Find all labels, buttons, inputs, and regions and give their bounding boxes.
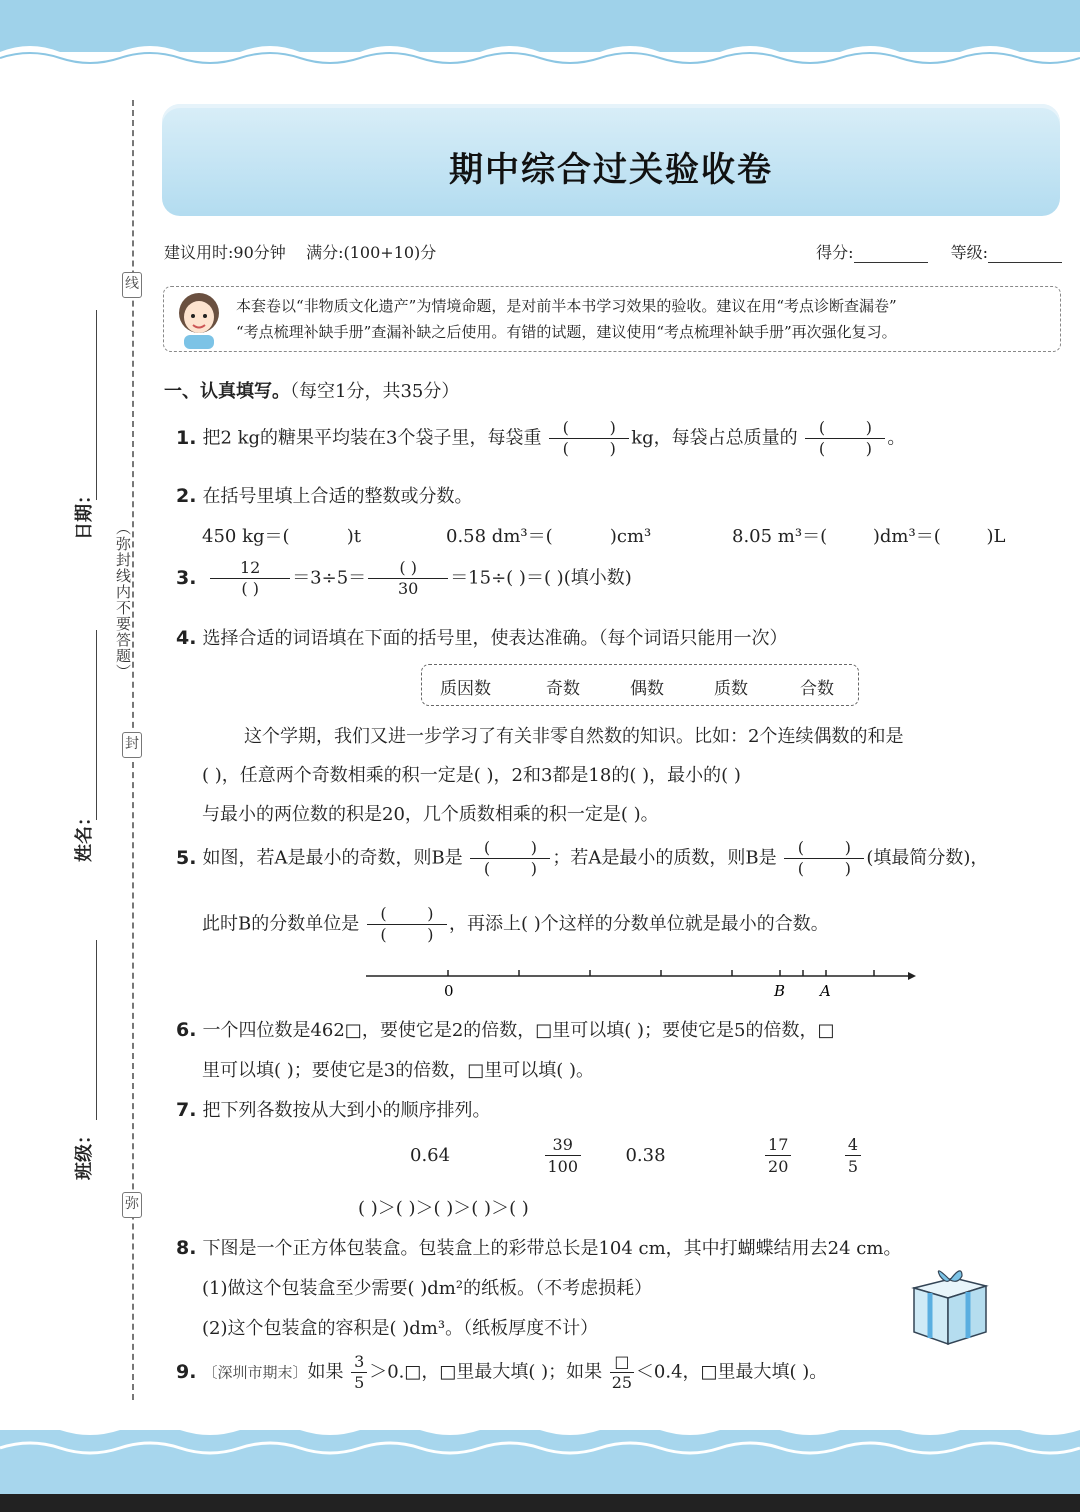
intro-box — [163, 286, 1061, 352]
q6-line-2[interactable]: 里可以填( )；要使它是3的倍数，□里可以填( )。 — [202, 1060, 594, 1081]
q6-line-1: 一个四位数是462□，要使它是2的倍数，□里可以填( )；要使它是5的倍数，□ — [202, 1020, 835, 1041]
q5-text-a: 如图，若A是最小的奇数，则B是 — [202, 847, 463, 869]
get-score-label: 得分: — [816, 243, 854, 262]
zero-label: 0 — [444, 982, 454, 1000]
gift-box-icon — [900, 1262, 1000, 1346]
q5-text-d: 此时B的分数单位是 — [202, 913, 360, 935]
get-score-blank[interactable] — [854, 262, 928, 263]
q2-text: 在括号里填上合适的整数或分数。 — [202, 486, 473, 507]
q9-number: 9. — [176, 1360, 197, 1383]
intro-line-2: “考点梳理补缺手册”查漏补缺之后使用。有错的试题，建议使用“考点梳理补缺手册”再次强化复习。 — [236, 323, 897, 341]
question-7 — [176, 1096, 490, 1122]
q8-text: 下图是一个正方体包装盒。包装盒上的彩带总长是104 cm，其中打蝴蝶结用去24 cm。 — [202, 1238, 902, 1259]
q7-value-4 — [733, 1134, 823, 1177]
q9-n2: □ — [610, 1352, 634, 1373]
word-option: 偶数 — [630, 679, 664, 699]
q2-i1-b: )t — [346, 526, 362, 547]
question-8 — [176, 1234, 901, 1260]
q4-paragraph-3[interactable]: 与最小的两位数的积是20，几个质数相乘的积一定是( )。 — [202, 804, 659, 825]
q3-d1: ( ) — [241, 579, 259, 598]
q3-rest: ＝15÷( )＝( )(填小数) — [450, 567, 632, 589]
q5-text-b: ；若A是最小的质数，则B是 — [552, 847, 777, 869]
q4-paragraph-2[interactable]: ( )，任意两个奇数相乘的积一定是( )，2和3都是18的( )，最小的( ) — [202, 765, 741, 786]
q2-item-2[interactable] — [446, 522, 651, 548]
question-6[interactable] — [176, 1016, 835, 1042]
q4-number: 4. — [176, 627, 197, 649]
q8-sub-1[interactable]: (1)做这个包装盒至少需要( )dm²的纸板。（不考虑损耗） — [202, 1278, 653, 1299]
q4-paragraph-1: 这个学期，我们又进一步学习了有关非零自然数的知识。比如：2个连续偶数的和是 — [244, 726, 904, 747]
point-a-label: A — [820, 982, 831, 1000]
q9-d1: 5 — [354, 1373, 365, 1392]
q7-numbers — [410, 1134, 875, 1177]
question-5 — [176, 838, 988, 879]
q4-word-bank — [421, 664, 859, 706]
q2-i3-c: )L — [986, 526, 1006, 547]
q7-n4: 17 — [765, 1135, 791, 1156]
q2-i3-b: )dm³＝( — [872, 526, 941, 547]
q9-text-a: 如果 — [307, 1361, 344, 1383]
seal-mark-seal: 封 — [122, 732, 142, 758]
q2-i1-a: 450 kg＝( — [202, 526, 290, 547]
time-text: 建议用时:90分钟 — [164, 243, 286, 262]
q2-number: 2. — [176, 485, 197, 507]
word-option: 质数 — [714, 679, 748, 699]
intro-text — [236, 293, 1052, 345]
q5-answer-fraction-1[interactable]: $\frac{( )}{( )}$ — [470, 838, 550, 879]
section-1-score: （每空1分，共35分） — [290, 381, 460, 402]
q7-number: 7. — [176, 1099, 197, 1121]
number-line — [360, 962, 920, 1002]
q9-fraction-1 — [351, 1352, 367, 1393]
q7-n5: 4 — [845, 1135, 861, 1156]
q2-i3-a: 8.05 m³＝( — [732, 526, 828, 547]
q7-d5: 5 — [847, 1157, 859, 1176]
score-grade-fields — [816, 240, 1062, 263]
q3-mid: ＝3÷5＝ — [292, 567, 367, 589]
seal-mark-line: 线 — [122, 272, 142, 298]
q3-n1: 12 — [210, 558, 290, 579]
q9-d2: 25 — [611, 1373, 633, 1392]
question-4 — [176, 624, 787, 650]
name-label: 姓名： — [74, 808, 95, 862]
q2-item-1[interactable] — [202, 522, 361, 548]
question-2 — [176, 482, 472, 508]
q3-n2: ( ) — [368, 558, 448, 579]
q9-source-tag: 〔深圳市期末〕 — [202, 1363, 308, 1382]
q7-text: 把下列各数按从大到小的顺序排列。 — [202, 1100, 491, 1121]
q8-number: 8. — [176, 1237, 197, 1259]
q5-answer-fraction-3[interactable]: $\frac{( )}{( )}$ — [367, 904, 447, 945]
intro-line-1: 本套卷以“非物质文化遗产”为情境命题，是对前半本书学习效果的验收。建议在用“考点诊断查漏卷” — [236, 297, 897, 315]
question-1 — [176, 418, 905, 459]
q5-line-2 — [202, 904, 829, 945]
q9-text-b: ＞0.□，□里最大填( )；如果 — [369, 1361, 603, 1383]
q2-item-3[interactable] — [732, 522, 1006, 548]
q7-d2: 100 — [547, 1157, 578, 1176]
q1-text-c: 。 — [887, 427, 906, 449]
question-3 — [176, 558, 632, 599]
q4-text: 选择合适的词语填在下面的括号里，使表达准确。（每个词语只能用一次） — [202, 628, 788, 649]
q8-sub-2[interactable]: (2)这个包装盒的容积是( )dm³。（纸板厚度不计） — [202, 1318, 599, 1339]
q9-n1: 3 — [351, 1352, 367, 1373]
q5-text-e: ，再添上( )个这样的分数单位就是最小的合数。 — [448, 913, 829, 935]
q1-answer-fraction-1[interactable]: $\frac{( )}{( )}$ — [549, 418, 629, 459]
q1-answer-fraction-2[interactable]: $\frac{( )}{( )}$ — [805, 418, 885, 459]
class-label: 班级： — [74, 1126, 95, 1180]
page-title: 期中综合过关验收卷 — [449, 150, 773, 190]
section-1-title: 一、认真填写。 — [164, 381, 290, 402]
section-1-heading — [164, 377, 459, 403]
bottom-wave-decoration — [0, 1420, 1080, 1512]
q5-text-c: (填最简分数)， — [866, 847, 989, 869]
q1-text-b: kg，每袋占总质量的 — [631, 427, 798, 449]
word-option: 奇数 — [546, 679, 580, 699]
exam-time-score — [164, 240, 436, 263]
q7-d4: 20 — [768, 1157, 789, 1176]
grade-label: 等级: — [950, 243, 988, 262]
q3-fraction-2[interactable] — [368, 558, 448, 599]
q9-fraction-2 — [610, 1352, 634, 1393]
q5-number: 5. — [176, 846, 197, 869]
q9-text-c: ＜0.4，□里最大填( )。 — [635, 1361, 828, 1383]
q7-order-blanks[interactable]: ( )＞( )＞( )＞( )＞( ) — [358, 1198, 529, 1219]
q1-text-a: 把2 kg的糖果平均装在3个袋子里，每袋重 — [202, 427, 542, 449]
q2-i2-a: 0.58 dm³＝( — [446, 526, 553, 547]
title-banner — [162, 104, 1060, 216]
q2-i2-b: )cm³ — [609, 526, 652, 547]
q1-number: 1. — [176, 426, 197, 449]
top-wave-decoration — [0, 0, 1080, 80]
q6-number: 6. — [176, 1019, 197, 1041]
q7-value-1: 0.64 — [410, 1145, 451, 1166]
q3-fraction-1[interactable] — [210, 558, 290, 599]
name-line[interactable] — [96, 630, 97, 820]
date-line[interactable] — [96, 310, 97, 500]
class-line[interactable] — [96, 940, 97, 1120]
full-score-text: 满分:(100+10)分 — [306, 243, 437, 262]
word-option: 合数 — [800, 679, 834, 699]
grade-blank[interactable] — [988, 262, 1062, 263]
q7-value-5 — [833, 1134, 873, 1177]
question-9[interactable] — [176, 1352, 827, 1393]
seal-mark-close: 弥 — [122, 1192, 142, 1218]
point-b-label: B — [774, 982, 786, 1000]
word-option: 质因数 — [440, 679, 491, 699]
no-answer-note: （弥封线内不要答题） — [114, 520, 132, 680]
date-label: 日期： — [74, 486, 95, 540]
q3-number: 3. — [176, 566, 197, 589]
q5-answer-fraction-2[interactable]: $\frac{( )}{( )}$ — [784, 838, 864, 879]
student-avatar-icon — [170, 289, 228, 349]
q3-d2: 30 — [398, 579, 419, 598]
q7-value-2 — [518, 1134, 608, 1177]
q7-n2: 39 — [545, 1135, 581, 1156]
q7-value-3: 0.38 — [625, 1145, 666, 1166]
